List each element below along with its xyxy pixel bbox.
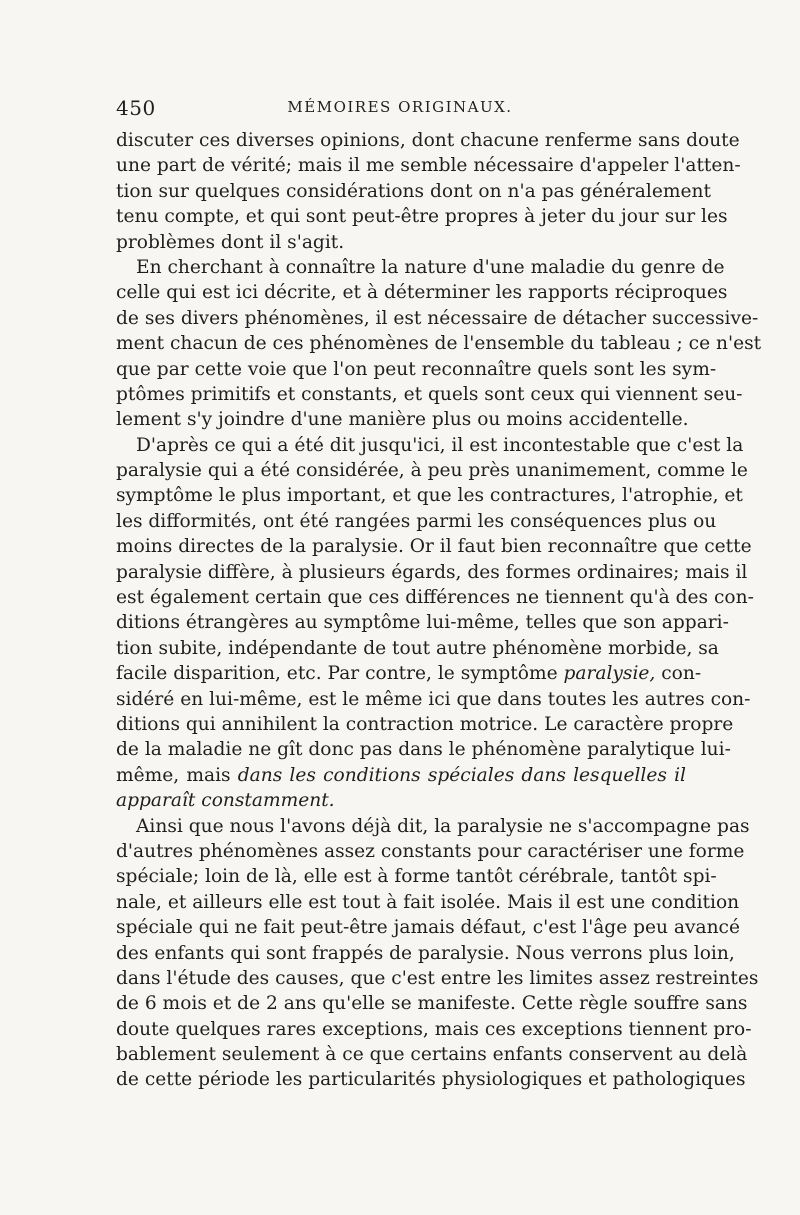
text-line: problèmes dont il s'agit. bbox=[116, 231, 345, 253]
text-line: sidéré en lui-même, est le même ici que dans toutes les autres con- bbox=[116, 688, 751, 710]
paragraph-start-line: Ainsi que nous l'avons déjà dit, la paralysie ne s'accompagne pas bbox=[136, 815, 750, 837]
text-line: de ses divers phénomènes, il est nécessaire de détacher successive- bbox=[116, 307, 759, 329]
text-segment: même, mais bbox=[116, 764, 238, 786]
running-title: MÉMOIRES ORIGINAUX. bbox=[287, 98, 513, 116]
paragraph-start-line: D'après ce qui a été dit jusqu'ici, il est incontestable que c'est la bbox=[136, 434, 744, 456]
text-line: de la maladie ne gît donc pas dans le phénomène paralytique lui- bbox=[116, 739, 731, 761]
text-line: lement s'y joindre d'une manière plus ou moins accidentelle. bbox=[116, 409, 689, 431]
text-line: tenu compte, et qui sont peut-être propres à jeter du jour sur les bbox=[116, 206, 728, 228]
text-line: symptôme le plus important, et que les contractures, l'atrophie, et bbox=[116, 485, 743, 507]
text-line: tion subite, indépendante de tout autre phénomène morbide, sa bbox=[116, 637, 719, 659]
text-line: que par cette voie que l'on peut reconnaître quels sont les sym- bbox=[116, 358, 717, 380]
page-header bbox=[116, 96, 684, 120]
text-line: dans l'étude des causes, que c'est entre les limites assez restreintes bbox=[116, 967, 759, 989]
text-segment: con- bbox=[655, 663, 702, 685]
italic-phrase: apparaît constamment. bbox=[116, 790, 335, 812]
text-line: spéciale qui ne fait peut-être jamais défaut, c'est l'âge peu avancé bbox=[116, 917, 740, 939]
text-line bbox=[116, 788, 686, 813]
text-line: nale, et ailleurs elle est tout à fait isolée. Mais il est une condition bbox=[116, 891, 740, 913]
text-line: est également certain que ces différences ne tiennent qu'à des con- bbox=[116, 587, 754, 609]
text-line: de cette période les particularités physiologiques et pathologiques bbox=[116, 1069, 746, 1091]
text-line: bablement seulement à ce que certains enfants conservent au delà bbox=[116, 1044, 748, 1066]
text-line: ditions qui annihilent la contraction motrice. Le caractère propre bbox=[116, 713, 734, 735]
paragraph-start-line: En cherchant à connaître la nature d'une maladie du genre de bbox=[136, 256, 725, 278]
text-line bbox=[116, 763, 686, 788]
text-line: spéciale; loin de là, elle est à forme tantôt cérébrale, tantôt spi- bbox=[116, 866, 717, 888]
italic-phrase: dans les conditions spéciales dans lesquelles il bbox=[237, 764, 686, 786]
text-line: une part de vérité; mais il me semble nécessaire d'appeler l'atten- bbox=[116, 155, 741, 177]
text-line: paralysie diffère, à plusieurs égards, des formes ordinaires; mais il bbox=[116, 561, 748, 583]
text-line: d'autres phénomènes assez constants pour caractériser une forme bbox=[116, 840, 745, 862]
text-line: doute quelques rares exceptions, mais ces exceptions tiennent pro- bbox=[116, 1018, 752, 1040]
text-line: de 6 mois et de 2 ans qu'elle se manifeste. Cette règle souffre sans bbox=[116, 993, 748, 1015]
text-line: paralysie qui a été considérée, à peu près unanimement, comme le bbox=[116, 460, 748, 482]
page-number: 450 bbox=[116, 96, 156, 120]
text-line: des enfants qui sont frappés de paralysie. Nous verrons plus loin, bbox=[116, 942, 735, 964]
text-line: ptômes primitifs et constants, et quels sont ceux qui viennent seu- bbox=[116, 383, 743, 405]
text-line: celle qui est ici décrite, et à déterminer les rapports réciproques bbox=[116, 282, 728, 304]
text-segment: facile disparition, etc. Par contre, le symptôme bbox=[116, 663, 564, 685]
text-line: tion sur quelques considérations dont on n'a pas généralement bbox=[116, 180, 711, 202]
text-line: les difformités, ont été rangées parmi les conséquences plus ou bbox=[116, 510, 717, 532]
text-line: ditions étrangères au symptôme lui-même, telles que son appari- bbox=[116, 612, 729, 634]
text-line: moins directes de la paralysie. Or il faut bien reconnaître que cette bbox=[116, 536, 752, 558]
body-text bbox=[116, 128, 762, 1093]
italic-term: paralysie, bbox=[563, 663, 656, 685]
text-line: ment chacun de ces phénomènes de l'ensemble du tableau ; ce n'est bbox=[116, 333, 762, 355]
text-line: discuter ces diverses opinions, dont chacune renferme sans doute bbox=[116, 130, 740, 151]
text-line bbox=[116, 661, 702, 686]
